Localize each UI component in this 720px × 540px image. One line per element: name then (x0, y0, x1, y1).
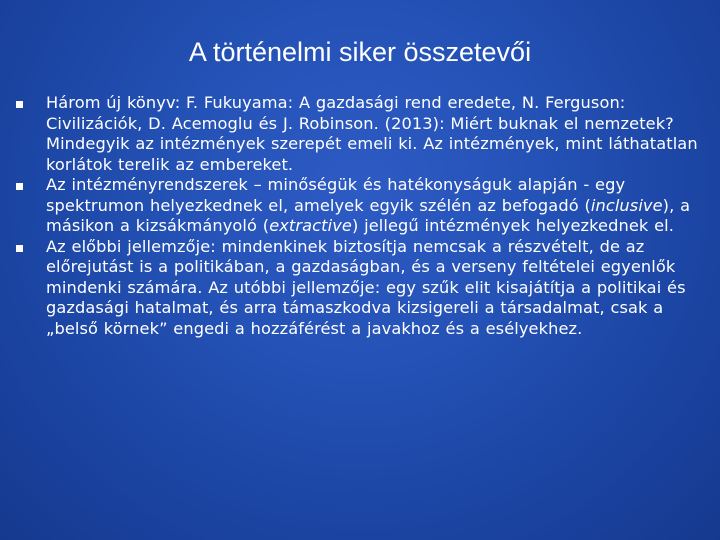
bullet-item-characteristics (14, 237, 706, 340)
bullet-item-spectrum (14, 175, 706, 237)
bullet-text-part: ) jellegű intézmények helyezkednek el. (351, 216, 675, 235)
term-inclusive: inclusive (590, 195, 663, 215)
bullet-text: Három új könyv: F. Fukuyama: A gazdasági rend eredete, N. Ferguson: Civilizációk, D. Acemoglu és J. Robinson. (2013): Miért buknak el nemzetek? Mindegyik az intézmények szerepét emeli ki. Az intézmények, mint láthatatlan korlátok terelik az embereket. (46, 93, 698, 174)
bullet-text-part: Az intézményrendszerek – minőségük és hatékonyságuk alapján - egy spektrumon helyezkednek el, amelyek egyik szélén az befogadó ( (46, 175, 626, 215)
bullet-text-part: ), a másikon a kizsákmányoló ( (46, 195, 691, 235)
bullet-text: Az előbbi jellemzője: mindenkinek biztosítja nemcsak a részvételt, de az előrejutást is a politikában, a gazdaságban, és a verseny feltételei egyenlők mindenki számára. Az utóbbi jellemzője: egy szűk elit kisajátítja a politikai és gazdasági hatalmat, és arra támaszkodva kizsigereli a társadalmat, csak a „belső körnek” engedi a hozzáférést a javakhoz és a esélyekhez. (46, 236, 686, 338)
slide-title: A történelmi siker összetevői (188, 37, 532, 67)
square-bullet-icon (16, 245, 23, 252)
term-extractive: extractive (269, 216, 352, 235)
square-bullet-icon (16, 101, 23, 108)
bullet-item-books (14, 93, 706, 175)
square-bullet-icon (16, 183, 23, 190)
bullet-list (14, 93, 706, 339)
